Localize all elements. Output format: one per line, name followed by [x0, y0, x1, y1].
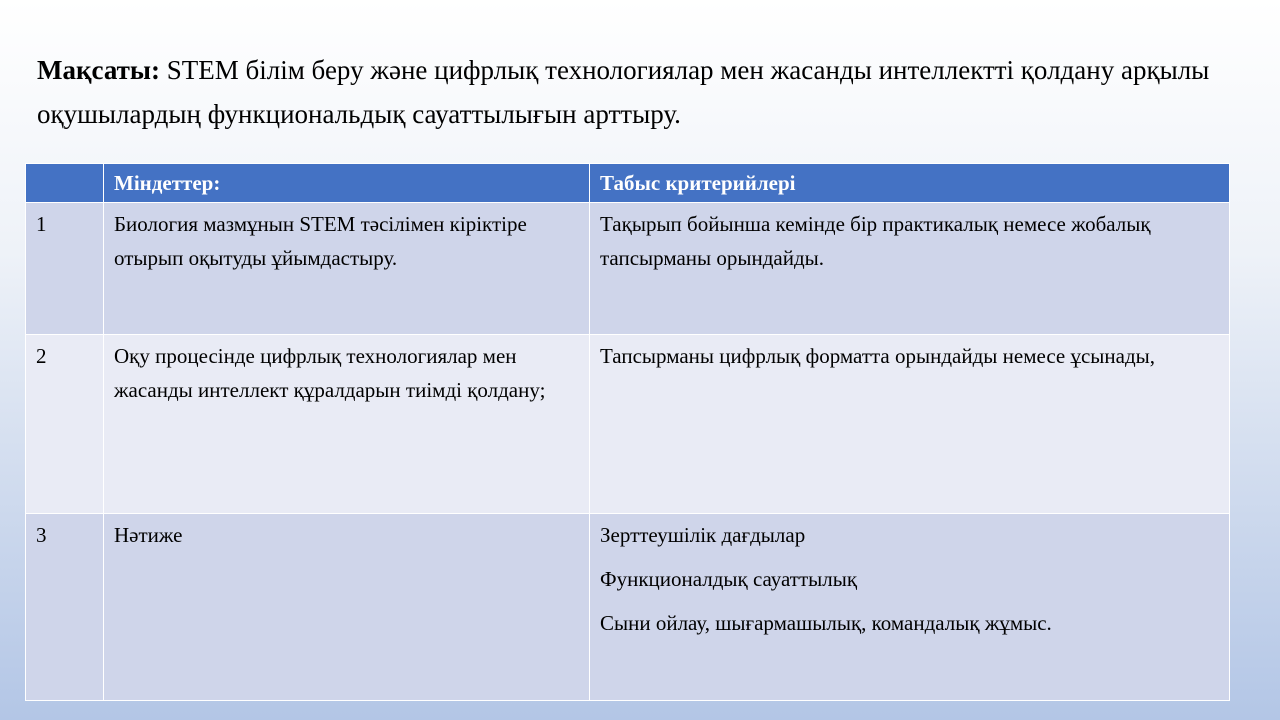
table-row	[26, 335, 1230, 514]
criteria-text: Сыни ойлау, шығармашылық, командалық жұмыс.	[600, 611, 1052, 635]
goal-label: Мақсаты:	[37, 55, 160, 85]
criteria-text: Тақырып бойынша кемінде бір практикалық немесе жобалық тапсырманы орындайды.	[600, 212, 1151, 270]
task-cell: Биология мазмұнын STEM тәсілімен кіріктіре отырып оқытуды ұйымдастыру.	[104, 203, 590, 335]
goal-text: STEM білім беру және цифрлық технологиялар мен жасанды интеллектті қолдану арқылы оқушылардың функциональдық сауаттылығын арттыру.	[37, 55, 1210, 129]
task-cell: Оқу процесінде цифрлық технологиялар мен жасанды интеллект құралдарын тиімді қолдану;	[104, 335, 590, 514]
table-row	[26, 203, 1230, 335]
task-cell: Нәтиже	[104, 514, 590, 701]
criteria-cell	[590, 514, 1230, 701]
row-number: 3	[26, 514, 104, 701]
criteria-text: Зерттеушілік дағдылар	[600, 523, 806, 547]
row-number: 1	[26, 203, 104, 335]
table-header-row	[26, 164, 1230, 203]
row-number: 2	[26, 335, 104, 514]
header-criteria: Табыс критерийлері	[590, 164, 1230, 203]
tasks-table	[25, 163, 1230, 701]
table-row	[26, 514, 1230, 701]
criteria-text: Тапсырманы цифрлық форматта орындайды немесе ұсынады,	[600, 344, 1156, 368]
header-number	[26, 164, 104, 203]
goal-statement	[37, 48, 1247, 136]
criteria-text: Функционалдық сауаттылық	[600, 567, 858, 591]
criteria-cell	[590, 335, 1230, 514]
criteria-cell	[590, 203, 1230, 335]
header-tasks: Міндеттер:	[104, 164, 590, 203]
